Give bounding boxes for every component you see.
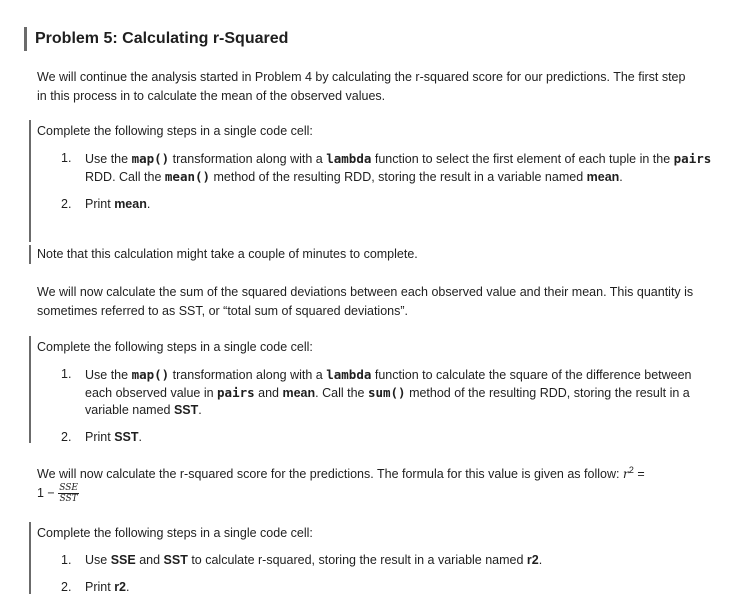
instruction-block-1 xyxy=(29,120,717,242)
fraction-numerator: SSE xyxy=(59,483,78,494)
code-token: sum() xyxy=(367,385,406,400)
variable-name: SSE xyxy=(110,553,136,567)
one-minus: 1 − xyxy=(37,485,59,500)
step-text: . xyxy=(538,553,543,567)
step-list xyxy=(37,150,717,213)
variable-name: SST xyxy=(173,403,199,417)
code-token: pairs xyxy=(217,385,255,400)
instruction-lead: Complete the following steps in a single code cell: xyxy=(37,526,313,540)
step-text: and xyxy=(135,553,164,567)
step-text: function to select the first element of each tuple in the xyxy=(371,152,674,166)
step-text: Print xyxy=(85,197,115,211)
r2-intro-paragraph xyxy=(37,461,697,504)
step-text: . xyxy=(146,197,151,211)
step-text: Use the xyxy=(85,368,132,382)
step-text: method of the resulting RDD, storing the result in a variable named xyxy=(210,170,587,184)
step-text: method of the resulting RDD, storing the result in a variable named xyxy=(85,386,690,417)
code-token: pairs xyxy=(673,151,712,166)
variable-name: r2 xyxy=(526,553,539,567)
code-token: lambda xyxy=(326,151,372,166)
variable-name: mean xyxy=(282,386,316,400)
instruction-lead: Complete the following steps in a single code cell: xyxy=(37,124,313,138)
equals-sign: = xyxy=(633,467,645,482)
instruction-block-3 xyxy=(29,522,717,594)
step-text: transformation along with a xyxy=(169,368,327,382)
step-text: . xyxy=(619,170,623,184)
step-list xyxy=(37,366,717,446)
step-text: Use xyxy=(85,553,111,567)
step-list xyxy=(37,552,717,596)
formula-fraction xyxy=(58,483,79,504)
variable-name: SST xyxy=(163,553,188,567)
r2-symbol: r xyxy=(622,466,629,482)
step-text: transformation along with a xyxy=(169,152,327,166)
list-item xyxy=(37,429,717,446)
fraction-denominator: SST xyxy=(59,494,78,505)
instruction-block-2 xyxy=(29,336,717,443)
list-item xyxy=(37,366,717,419)
list-item xyxy=(37,150,717,186)
code-token: mean() xyxy=(164,169,211,184)
step-number: 1. xyxy=(61,367,72,381)
step-text: to calculate r-squared, storing the result in a variable named xyxy=(187,553,527,567)
step-text: Print xyxy=(85,430,115,444)
step-text: function to calculate the square of the difference between each observed value in xyxy=(85,368,692,400)
step-text: . xyxy=(198,403,202,417)
step-text: . Call the xyxy=(315,386,368,400)
step-number: 2. xyxy=(61,580,72,594)
variable-name: r2 xyxy=(114,580,127,594)
r2-exponent: 2 xyxy=(628,465,634,475)
note-text: Note that this calculation might take a couple of minutes to complete. xyxy=(29,245,418,264)
step-text: RDD. Call the xyxy=(85,170,165,184)
variable-name: mean xyxy=(586,170,620,184)
variable-name: mean xyxy=(114,197,147,211)
step-number: 2. xyxy=(61,197,72,211)
step-text: and xyxy=(254,386,283,400)
list-item xyxy=(37,579,717,596)
code-token: lambda xyxy=(326,367,372,382)
intro-paragraph: We will continue the analysis started in Problem 4 by calculating the r-squared score for our predictions. The first step in this process in to calculate the mean of the observed values. xyxy=(37,70,686,103)
variable-name: SST xyxy=(114,430,139,444)
step-text: . xyxy=(126,580,130,594)
step-text: . xyxy=(138,430,142,444)
list-item xyxy=(37,196,717,213)
code-token: map() xyxy=(131,151,170,166)
page-title: Problem 5: Calculating r-Squared xyxy=(24,27,288,51)
r2-intro-text: We will now calculate the r-squared score for the predictions. The formula for this value is given as follow: xyxy=(37,467,623,482)
step-number: 1. xyxy=(61,553,72,567)
list-item xyxy=(37,552,717,569)
code-token: map() xyxy=(131,367,170,382)
step-text: Print xyxy=(85,580,115,594)
step-number: 2. xyxy=(61,430,72,444)
step-text: Use the xyxy=(85,152,132,166)
sst-intro-paragraph: We will now calculate the sum of the squared deviations between each observed value and their mean. This quantity is sometimes referred to as SST, or “total sum of squared deviations”. xyxy=(37,285,694,318)
step-number: 1. xyxy=(61,151,72,165)
instruction-lead: Complete the following steps in a single code cell: xyxy=(37,340,313,354)
